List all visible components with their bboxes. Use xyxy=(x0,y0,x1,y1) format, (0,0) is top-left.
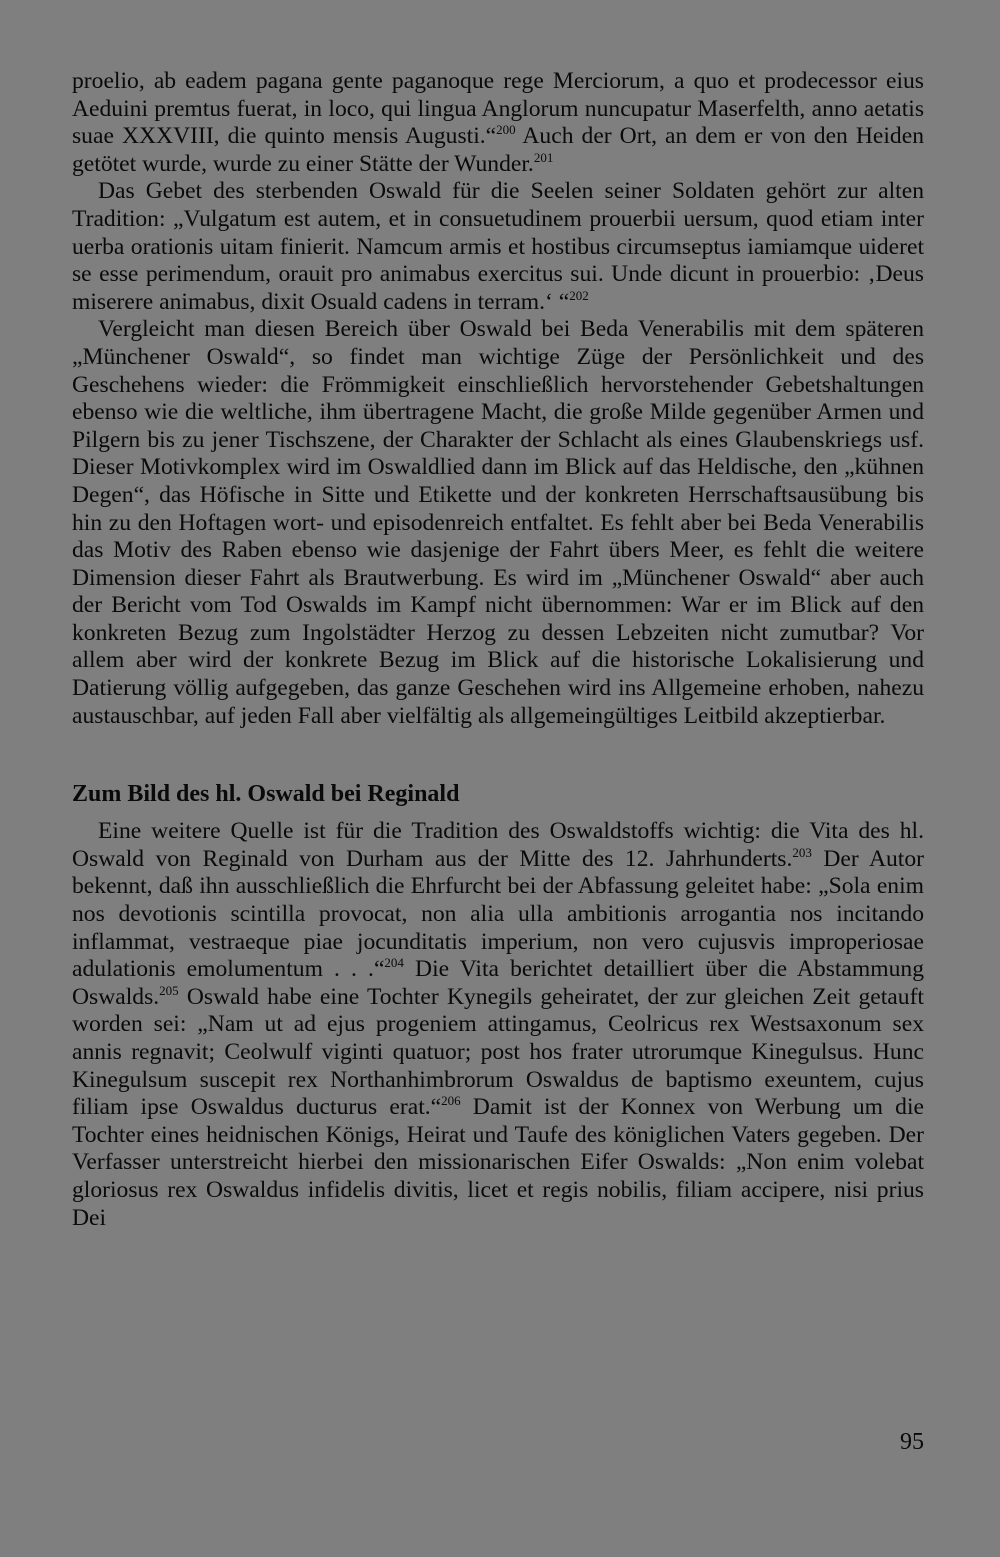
paragraph-1-text-cont: Auch der Ort, an dem er von den Heiden getötet wurde, wurde zu einer Stätte der Wunder. xyxy=(72,123,925,177)
paragraph-4-text-d: Oswald habe eine Tochter Kynegils geheiratet, der zur gleichen Zeit getauft worden sei: „Nam ut ad ejus progeniem attingamus, Ceolricus rex Westsaxonum sex annis regnavit; Ceolwulf viginti quatuor; post hos frater utrorumque Kinegulsus. Hunc Kinegulsum suscepit rex Northanhimbrorum Oswaldus de baptismo exeuntem, cujus filiam ipse Oswaldus ducturus erat.“ xyxy=(72,983,924,1121)
footnote-ref-202: 202 xyxy=(569,287,589,303)
page-body xyxy=(72,68,924,1232)
paragraph-4 xyxy=(72,818,924,1232)
paragraph-1 xyxy=(72,68,924,178)
paragraph-3 xyxy=(72,316,924,730)
footnote-ref-203: 203 xyxy=(792,844,812,860)
footnote-ref-200: 200 xyxy=(496,122,516,138)
paragraph-4-text-e: Damit ist der Konnex von Werbung um die Tochter eines heidnischen Königs, Heirat und Taufe des königlichen Vaters gegeben. Der Verfasser unterstreicht hierbei den missionarischen Eifer Oswalds: „Non enim volebat gloriosus rex Oswaldus infidelis divitis, licet et regis nobilis, filiam accipere, nisi prius Dei xyxy=(72,1094,924,1231)
page-number: 95 xyxy=(900,1429,924,1455)
paragraph-1-text: proelio, ab eadem pagana gente paganoque rege Merciorum, a quo et prodecessor eius Aeduini premtus fuerat, in loco, qui lingua Anglorum nuncupatur Maserfelth, anno aetatis suae XXXVIII, die quinto mensis Augusti.“ xyxy=(72,68,924,150)
footnote-ref-204: 204 xyxy=(384,955,404,971)
footnote-ref-201: 201 xyxy=(533,149,554,165)
paragraph-4-text-c: Die Vita berichtet detailliert über die Abstammung Oswalds. xyxy=(72,956,925,1010)
footnote-ref-205: 205 xyxy=(159,982,179,998)
paragraph-3-text: Vergleicht man diesen Bereich über Oswald bei Beda Venerabilis mit dem späteren „Münchener Oswald“, so findet man wichtige Züge der Persönlichkeit und des Geschehens wieder: die Frömmigkeit einschließlich hervorstehender Gebetshaltungen ebenso wie die weltliche, ihm übertragene Macht, die große Milde gegenüber Armen und Pilgern bis zu jener Tischszene, der Charakter der Schlacht als eines Glaubenskriegs usf. Dieser Motivkomplex wird im Oswaldlied dann im Blick auf das Heldische, den „kühnen Degen“, das Höfische in Sitte und Etikette und der konkreten Herrschaftsausübung bis hin zu den Hoftagen wort- und episodenreich entfaltet. Es fehlt aber bei Beda Venerabilis das Motiv des Raben ebenso wie dasjenige der Fahrt übers Meer, es fehlt die weitere Dimension dieser Fahrt als Brautwerbung. Es wird im „Münchener Oswald“ aber auch der Bericht vom Tod Oswalds im Kampf nicht übernommen: War er im Blick auf den konkreten Bezug zum Ingolstädter Herzog zu dessen Lebzeiten nicht zumutbar? Vor allem aber wird der konkrete Bezug im Blick auf die historische Lokalisierung und Datierung völlig aufgegeben, das ganze Geschehen wird ins Allgemeine erhoben, nahezu austauschbar, auf jeden Fall aber vielfältig als allgemeingültiges Leitbild akzeptierbar. xyxy=(72,316,924,729)
paragraph-2 xyxy=(72,178,924,316)
paragraph-4-text-b: Der Autor bekennt, daß ihn ausschließlich die Ehrfurcht bei der Abfassung geleitet habe: „Sola enim nos devotionis scintilla provocat, non alia ulla ambitionis arrogantia nos incitando inflammat, vestraeque piae jocunditatis imperium, non vero cujusvis improperiosae adulationis emolumentum . . .“ xyxy=(72,845,924,983)
section-heading: Zum Bild des hl. Oswald bei Reginald xyxy=(72,781,460,808)
paragraph-4-text-a: Eine weitere Quelle ist für die Tradition des Oswaldstoffs wichtig: die Vita des hl. Oswald von Reginald von Durham aus der Mitte des 12. Jahrhunderts. xyxy=(72,818,924,872)
footnote-ref-206: 206 xyxy=(441,1093,461,1109)
paragraph-2-text: Das Gebet des sterbenden Oswald für die Seelen seiner Soldaten gehört zur alten Tradition: „Vulgatum est autem, et in consuetudinem prouerbii uersum, quod etiam inter uerba orationis uitam finierit. Namcum armis et hostibus circumseptus iamiamque uideret se esse perimendum, orauit pro animabus exercitus sui. Unde dicunt in prouerbio: ‚Deus miserere animabus, dixit Osuald cadens in terram.‘ “ xyxy=(72,178,924,315)
